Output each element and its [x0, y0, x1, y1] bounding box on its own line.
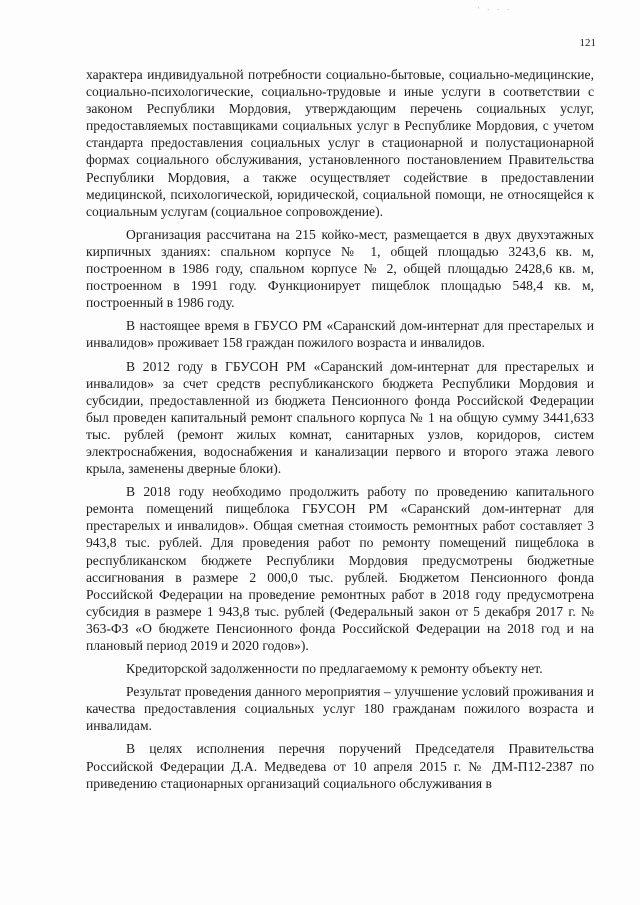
scan-marks: ' · · ·: [478, 6, 513, 14]
paragraph-instructions: В целях исполнения перечня поручений Председателя Правительства Российской Федерации Д.А. Медведева от 10 апреля 2015 г. № ДМ-П12-2387 по приведению стационарных организаций социального обслуживания в: [86, 741, 594, 791]
paragraph-capacity: Организация рассчитана на 215 койко-мест, размещается в двух двухэтажных кирпичных зданиях: спальном корпусе № 1, общей площадью 3243,6 кв. м, построенном в 1986 году, спальном корпусе № 2, общей площадью 2428,6 кв. м, построенном в 1991 году. Функционирует пищеблок площадью 548,4 кв. м, построенный в 1986 году.: [86, 226, 594, 311]
paragraph-continuation: характера индивидуальной потребности социально-бытовые, социально-медицинские, социально-психологические, социально-трудовые и иные услуги в соответствии с законом Республики Мордовия, утверждающим перечень социальных услуг, предоставляемых поставщиками социальных услуг в Республике Мордовия, с учетом стандарта предоставления социальных услуг в стационарной и полустационарной формах социального обслуживания, установленного постановлением Правительства Республики Мордовия, а также осуществляет содействие в предоставлении медицинской, психологической, юридической, социальной помощи, не относящейся к социальным услугам (социальное сопровождение).: [86, 67, 594, 219]
paragraph-debt: Кредиторской задолженности по предлагаемому к ремонту объекту нет.: [126, 661, 543, 677]
paragraph-result: Результат проведения данного мероприятия – улучшение условий проживания и качества предоставления социальных услуг 180 гражданам пожилого возраста и инвалидам.: [86, 684, 594, 734]
document-body: [86, 66, 594, 798]
page-number: 121: [579, 37, 596, 49]
paragraph-repair-2012: В 2012 году в ГБУСОН РМ «Саранский дом-интернат для престарелых и инвалидов» за счет средств республиканского бюджета Республики Мордовия и субсидии, предоставленной из бюджета Пенсионного фонда Российской Федерации был проведен капитальный ремонт спального корпуса № 1 на общую сумму 3441,633 тыс. рублей (ремонт жилых комнат, санитарных узлов, коридоров, систем электроснабжения, водоснабжения и канализации первого и второго этажа левого крыла, заменены дверные блоки).: [86, 358, 594, 477]
paragraph-residents: В настоящее время в ГБУСО РМ «Саранский дом-интернат для престарелых и инвалидов» проживает 158 граждан пожилого возраста и инвалидов.: [86, 318, 594, 351]
paragraph-repair-2018: В 2018 году необходимо продолжить работу по проведению капитального ремонта помещений пищеблока ГБУСОН РМ «Саранский дом-интернат для престарелых и инвалидов». Общая сметная стоимость ремонтных работ составляет 3 943,8 тыс. рублей. Для проведения работ по ремонту помещений пищеблока в республиканском бюджете Республики Мордовия предусмотрены бюджетные ассигнования в размере 2 000,0 тыс. рублей. Бюджетом Пенсионного фонда Российской Федерации на проведение ремонтных работ в 2018 году предусмотрена субсидия в размере 1 943,8 тыс. рублей (Федеральный закон от 5 декабря 2017 г. № 363-ФЗ «О бюджете Пенсионного фонда Российской Федерации на 2018 год и на плановый период 2019 и 2020 годов»).: [86, 484, 594, 653]
